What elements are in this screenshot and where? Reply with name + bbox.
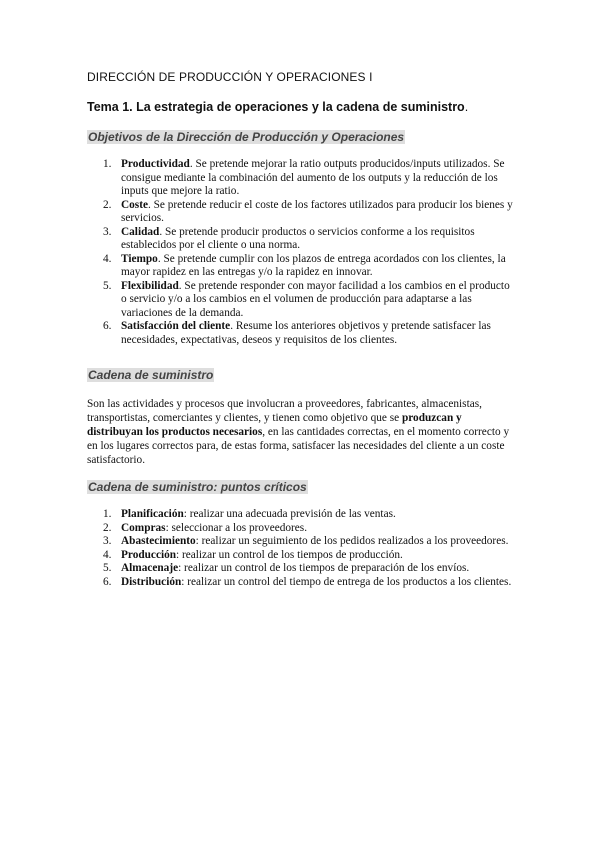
list-item <box>87 226 513 253</box>
list-item <box>87 535 513 549</box>
critical-points-list <box>87 508 513 589</box>
list-term: Coste <box>121 198 148 211</box>
list-text: . Se pretende mejorar la ratio outputs producidos/inputs utilizados. Se consigue mediante la combinación del aumento de los outputs y la reducción de los inputs que mejore la ratio. <box>121 158 505 197</box>
list-item <box>87 508 513 522</box>
list-number: 5. <box>103 562 112 574</box>
list-text: : seleccionar a los proveedores. <box>165 521 308 534</box>
list-item <box>87 576 513 590</box>
paragraph-text: Son las actividades y procesos que involucran a proveedores, fabricantes, almacenistas, transportistas, comerciantes y clientes, y tienen como objetivo que se <box>87 398 482 424</box>
section-heading-objectives <box>87 129 513 145</box>
list-text: : realizar un seguimiento de los pedidos realizados a los proveedores. <box>195 535 509 547</box>
list-term: Productividad <box>121 158 190 170</box>
list-number: 1. <box>103 508 112 520</box>
list-text: : realizar un control del tiempo de entrega de los productos a los clientes. <box>181 575 512 588</box>
list-text: : realizar una adecuada previsión de las ventas. <box>183 508 396 520</box>
list-text: . Se pretende cumplir con los plazos de entrega acordados con los clientes, la mayor rapidez en las entregas y/o la rapidez en innovar. <box>121 252 506 278</box>
section-heading-supply-chain <box>87 367 513 383</box>
list-term: Satisfacción del cliente <box>121 320 231 332</box>
list-item <box>87 549 513 563</box>
supply-chain-definition <box>87 397 515 467</box>
list-term: Almacenaje <box>121 562 179 574</box>
list-number: 3. <box>103 225 112 238</box>
list-text: : realizar un control de los tiempos de producción. <box>176 548 403 561</box>
section-heading-text: Objetivos de la Dirección de Producción y Operaciones <box>88 130 405 144</box>
topic-title <box>87 100 468 114</box>
objectives-list <box>87 158 513 347</box>
list-number: 2. <box>103 521 112 534</box>
list-number: 5. <box>103 279 112 292</box>
list-text: . Resume los anteriores objetivos y pretende satisfacer las necesidades, expectativas, deseos y requisitos de los clientes. <box>121 320 491 346</box>
list-term: Compras <box>121 521 166 534</box>
list-item <box>87 199 513 226</box>
course-title: DIRECCIÓN DE PRODUCCIÓN Y OPERACIONES I <box>87 70 373 84</box>
list-item <box>87 320 513 347</box>
list-term: Calidad <box>121 225 160 238</box>
list-term: Abastecimiento <box>121 535 196 547</box>
list-item <box>87 280 513 321</box>
list-number: 4. <box>103 548 112 561</box>
list-text: : realizar un control de los tiempos de preparación de los envíos. <box>178 562 470 574</box>
list-item <box>87 522 513 536</box>
topic-title-text: Tema 1. La estrategia de operaciones y la cadena de suministro <box>87 100 465 114</box>
list-number: 3. <box>103 535 112 547</box>
list-number: 4. <box>103 252 112 265</box>
list-item <box>87 253 513 280</box>
list-number: 6. <box>103 575 112 588</box>
section-heading-text: Cadena de suministro: puntos críticos <box>88 480 307 494</box>
list-number: 6. <box>103 320 112 332</box>
list-number: 1. <box>103 158 112 170</box>
list-text: . Se pretende reducir el coste de los factores utilizados para producir los bienes y servicios. <box>121 198 513 224</box>
list-term: Distribución <box>121 575 182 588</box>
list-text: . Se pretende producir productos o servicios conforme a los requisitos establecidos por el cliente o una norma. <box>121 225 475 251</box>
list-text: . Se pretende responder con mayor facilidad a los cambios en el producto o servicio y/o a los cambios en el volumen de producción para adaptarse a las variaciones de la demanda. <box>121 279 510 319</box>
paragraph-bold-text: produzcan y distribuyan los productos necesarios <box>87 412 462 438</box>
list-term: Producción <box>121 548 177 561</box>
topic-title-period: . <box>464 100 469 114</box>
list-term: Flexibilidad <box>121 279 179 292</box>
list-term: Tiempo <box>121 252 158 265</box>
list-item <box>87 562 513 576</box>
section-heading-text: Cadena de suministro <box>88 368 214 382</box>
paragraph-text: , en las cantidades correctas, en el momento correcto y en los lugares correctos para, de estas forma, satisfacer las necesidades del cliente a un coste satisfactorio. <box>87 426 510 466</box>
list-term: Planificación <box>121 508 184 520</box>
list-item <box>87 158 513 199</box>
list-number: 2. <box>103 198 112 211</box>
section-heading-critical-points <box>87 479 513 495</box>
